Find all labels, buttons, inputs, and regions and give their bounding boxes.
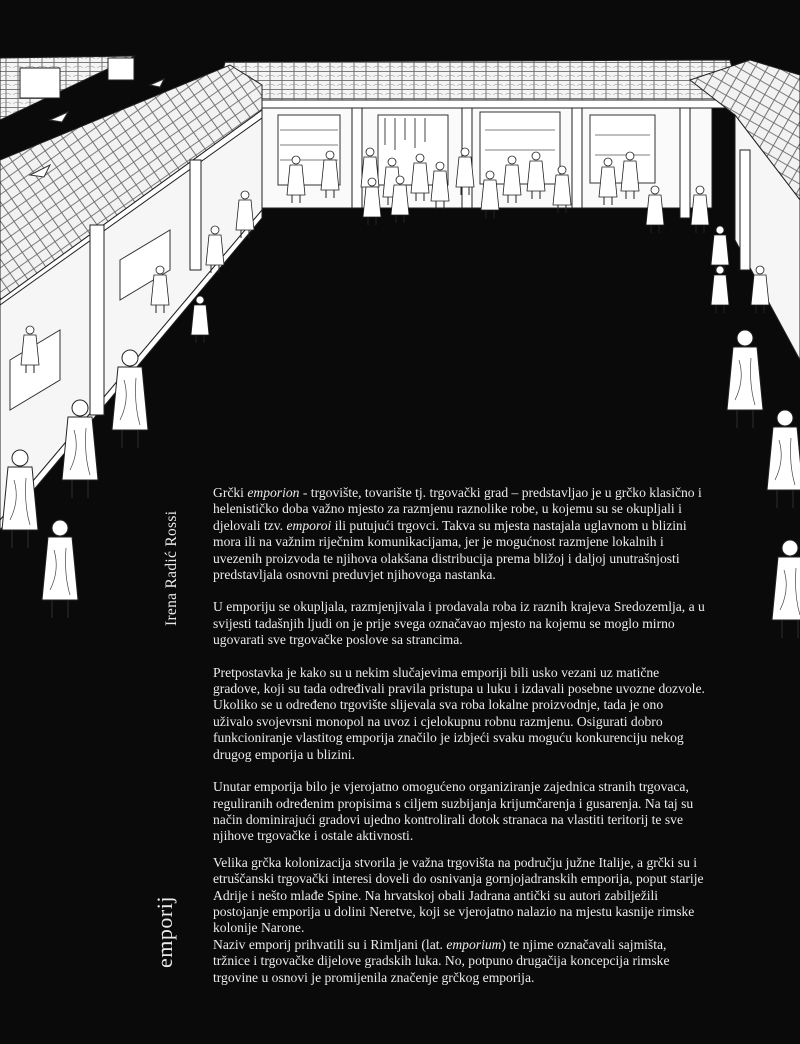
section-title: emporij <box>152 896 177 968</box>
body-paragraph <box>213 855 706 937</box>
body-paragraph <box>213 599 706 648</box>
italic-term: emporoi <box>286 517 332 533</box>
body-text <box>213 485 706 986</box>
text-run: Grčki <box>213 485 248 500</box>
text-run: Unutar emporija bilo je vjerojatno omogućeno organiziranje zajednica stranih trgovaca, reguliranih određenim propisima s ciljem suzbijanja krijumčarenja i gusarenja. Na taj su način dominirajući gradovi ujedno kontrolirali dotok stranaca na vlastiti teritorij te sve njihove trgovačke i ostale aktivnosti. <box>213 779 694 844</box>
text-run: U emporiju se okupljala, razmjenjivala i prodavala roba iz raznih krajeva Sredozemlja, a u svijesti tadašnjih ljudi on je prije svega označavao mjesto na kojemu se moglo mirno ugovarati sve trgovačke poslove sa strancima. <box>213 599 705 648</box>
author-name: Irena Radić Rossi <box>163 510 180 626</box>
body-paragraph <box>213 779 706 845</box>
text-run: ili putujući trgovci. Takva su mjesta nastajala uglavnom u blizini mora ili na važnim riječnim komunikacijama, jer je mogućnost razmjene lokalnih i uvezenih proizvoda te njihova olakšana distribucija prema bližoj i daljoj unutrašnjosti predstavljala osnovni preduvjet njihovoga nastanka. <box>213 517 687 583</box>
body-paragraph <box>213 485 706 583</box>
back-roof <box>215 60 740 108</box>
italic-term: emporion <box>247 485 300 500</box>
text-run: Naziv emporij prihvatili su i Rimljani (lat. <box>213 936 447 952</box>
italic-term: emporium <box>446 936 502 952</box>
text-run: - trgovište, tovarište tj. trgovački grad – predstavljao je u grčko klasično i helenističko doba važno mjesto za razmjenu raznolike robe, u kojemu su se okupljali i djelovali tzv. <box>213 485 702 533</box>
text-run: ) te njime označavali sajmišta, tržnice i trgovačke dijelove gradskih luka. No, potpuno drugačija koncepcija rimske trgovine u osnovi je promijenila značenje grčkog emporija. <box>213 936 670 985</box>
text-run: Pretpostavka je kako su u nekim slučajevima emporiji bili usko vezani uz matične gradove, koji su tada određivali pravila pristupa u luku i izdavali posebne uvozne dozvole. Ukoliko se u određeno trgovište slijevala sva roba lokalne proizvodnje, tada je ono uživalo svojevrsni monopol na uvoz i cjelokupnu robnu razmjenu. Osigurati dobro funkcioniranje vlastitog emporija značilo je izbjeći svaku moguću konkurenciju nekog drugog emporija u blizini. <box>213 664 705 762</box>
body-paragraph <box>213 665 706 763</box>
text-run: Velika grčka kolonizacija stvorila je važna trgovišta na području južne Italije, a grčki su i etruščanski trgovački interesi doveli do osnivanja gornjojadranskih emporija, poput starije Adrije i nešto mlađe Spine. Na hrvatskoj obali Jadrana antički su autori zabilježili postojanje emporija u dolini Neretve, koji se vjerojatno nalazio na mjestu kasnije rimske kolonije Narone. <box>213 854 704 936</box>
body-paragraph <box>213 937 706 986</box>
